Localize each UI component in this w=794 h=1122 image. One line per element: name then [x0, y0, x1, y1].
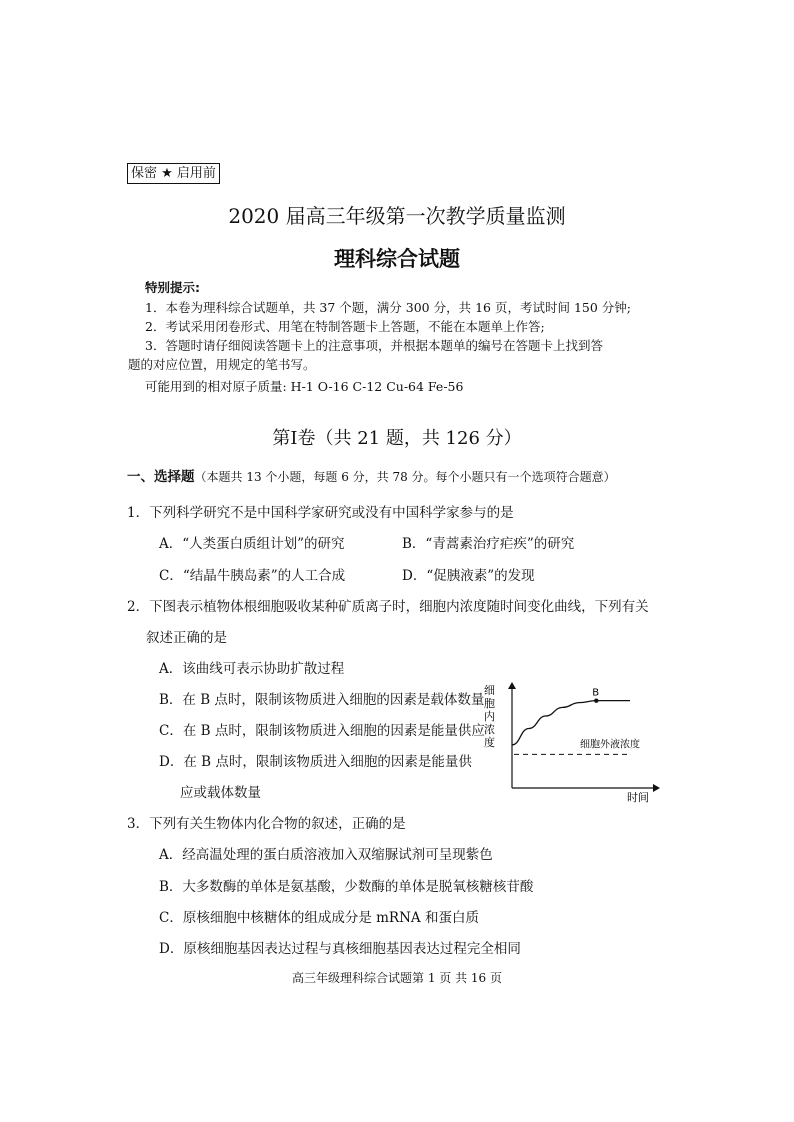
notice-item-3-cont: 题的对应位置，用规定的笔书写。	[128, 357, 316, 372]
chart-ylabel-2: 胞	[484, 697, 495, 710]
notice-heading: 特别提示:	[145, 280, 200, 295]
question-3-option-b: B．大多数酶的单体是氨基酸，少数酶的单体是脱氧核糖核苷酸	[159, 879, 534, 895]
exam-subtitle: 理科综合试题	[334, 247, 460, 271]
page-footer: 高三年级理科综合试题第 1 页 共 16 页	[292, 971, 502, 985]
concentration-chart	[484, 680, 670, 804]
exam-title: 2020 届高三年级第一次教学质量监测	[228, 204, 566, 228]
chart-xlabel: 时间	[627, 791, 649, 804]
question-3-option-a: A．经高温处理的蛋白质溶液加入双缩脲试剂可呈现紫色	[159, 847, 493, 863]
question-1-option-b: B．“青蒿素治疗疟疾”的研究	[402, 536, 575, 552]
notice-item-2: 2．考试采用闭卷形式、用笔在特制答题卡上答题，不能在本题单上作答;	[145, 319, 545, 334]
question-2-option-b: B．在 B 点时，限制该物质进入细胞的因素是载体数量	[159, 692, 485, 708]
part-description: （本题共 13 个小题，每题 6 分，共 78 分。每个小题只有一个选项符合题意）	[194, 470, 616, 484]
chart-y-axis-arrow	[508, 682, 516, 689]
notice-item-3: 3．答题时请仔细阅读答题卡上的注意事项，并根据本题单的编号在答题卡上找到答	[145, 338, 603, 353]
question-3-option-d: D．原核细胞基因表达过程与真核细胞基因表达过程完全相同	[159, 941, 521, 957]
chart-ylabel-5: 度	[484, 736, 495, 749]
question-3-stem: 3．下列有关生物体内化合物的叙述，正确的是	[127, 816, 406, 832]
question-2-option-c: C．在 B 点时，限制该物质进入细胞的因素是能量供应	[159, 723, 485, 739]
notice-item-1: 1．本卷为理科综合试题单，共 37 个题，满分 300 分，共 16 页，考试时间 150 分钟;	[145, 300, 631, 315]
chart-x-axis-arrow	[653, 784, 660, 792]
confidential-label: 保密 ★ 启用前	[127, 163, 220, 184]
part-heading: 一、选择题	[127, 469, 195, 485]
question-3-option-c: C．原核细胞中核糖体的组成成分是 mRNA 和蛋白质	[159, 910, 479, 926]
chart-point-b	[594, 698, 598, 702]
question-1-option-d: D．“促胰液素”的发现	[402, 568, 535, 584]
question-2-option-d-cont: 应或载体数量	[180, 785, 261, 801]
chart-ylabel-4: 浓	[484, 723, 495, 736]
chart-ylabel-3: 内	[484, 710, 495, 723]
chart-reference-label: 细胞外液浓度	[580, 739, 640, 751]
section-title: 第Ⅰ卷（共 21 题，共 126 分）	[272, 428, 522, 449]
question-2-option-a: A．该曲线可表示协助扩散过程	[159, 661, 345, 677]
chart-point-b-label: B	[592, 687, 600, 699]
question-1-option-c: C．“结晶牛胰岛素”的人工合成	[159, 568, 346, 584]
part-heading-row	[127, 465, 616, 485]
question-2-option-d: D．在 B 点时，限制该物质进入细胞的因素是能量供	[159, 754, 472, 770]
chart-ylabel-1: 细	[484, 684, 495, 697]
question-1-option-a: A．“人类蛋白质组计划”的研究	[159, 536, 345, 552]
question-1-stem: 1．下列科学研究不是中国科学家研究或没有中国科学家参与的是	[127, 505, 514, 521]
chart-series-line	[512, 701, 630, 745]
question-2-stem: 2．下图表示植物体根细胞吸收某种矿质离子时，细胞内浓度随时间变化曲线，下列有关	[127, 599, 649, 615]
question-2-stem-cont: 叙述正确的是	[146, 630, 227, 646]
atomic-mass-line: 可能用到的相对原子质量: H-1 O-16 C-12 Cu-64 Fe-56	[145, 379, 464, 394]
